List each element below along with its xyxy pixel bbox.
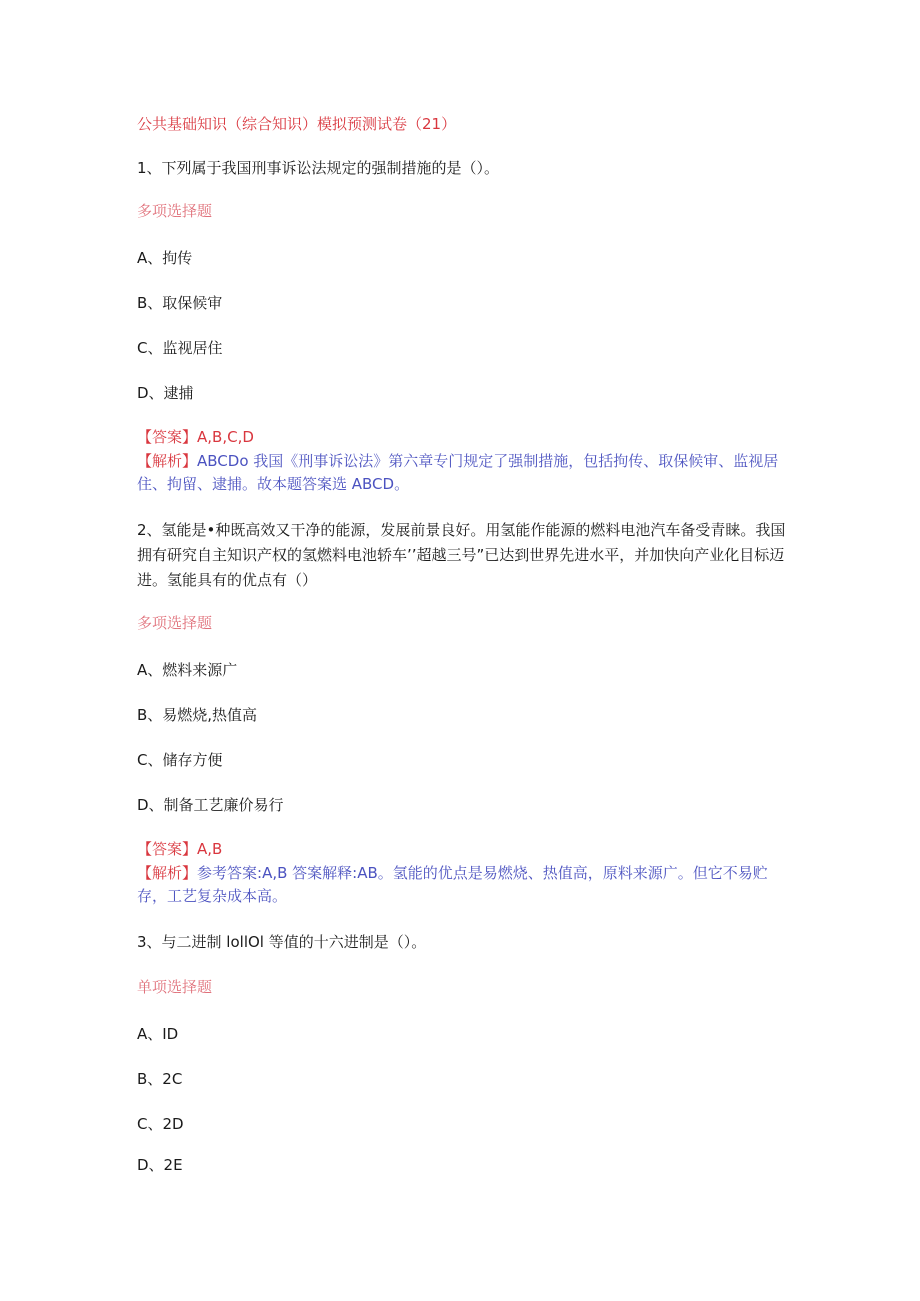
question-3-type: 单项选择题	[137, 978, 213, 996]
q3-option-d: D、2E	[137, 1156, 183, 1174]
question-2-text: 2、氢能是•种既高效又干净的能源，发展前景良好。用氢能作能源的燃料电池汽车备受青睐。我国拥有研究自主知识产权的氢燃料电池轿车’’超越三号”已达到世界先进水平，并加快向产业化目标迈进。氢能具有的优点有（）	[137, 521, 786, 589]
answer-value: A,B,C,D	[197, 428, 254, 446]
q3-option-a: A、ID	[137, 1025, 179, 1043]
q2-option-d: D、制备工艺廉价易行	[137, 796, 284, 814]
question-3-text: 3、与二进制 lollOl 等值的十六进制是（）。	[137, 933, 427, 951]
q1-answer	[137, 426, 254, 448]
q1-option-c: C、监视居住	[137, 339, 223, 357]
q3-option-c: C、2D	[137, 1115, 184, 1133]
explain-label: 【解析】	[137, 452, 198, 470]
q1-option-b: B、取保候审	[137, 294, 223, 312]
q3-option-b: B、2C	[137, 1070, 183, 1088]
q2-explanation	[137, 862, 787, 908]
q2-answer	[137, 838, 222, 860]
q1-explanation	[137, 450, 787, 496]
q1-option-d: D、逮捕	[137, 384, 194, 402]
q2-option-c: C、储存方便	[137, 751, 223, 769]
question-1-text: 1、下列属于我国刑事诉讼法规定的强制措施的是（）。	[137, 159, 500, 177]
question-1-type: 多项选择题	[137, 202, 213, 220]
q2-option-b: B、易燃烧,热值高	[137, 706, 258, 724]
answer-value: A,B	[197, 840, 223, 858]
explain-text: ABCDo 我国《刑事诉讼法》第六章专门规定了强制措施，包括拘传、取保候审、监视居住、拘留、逮捕。故本题答案选 ABCD。	[137, 452, 779, 493]
q2-option-a: A、燃料来源广	[137, 661, 238, 679]
page-title: 公共基础知识（综合知识）模拟预测试卷（21）	[137, 115, 457, 133]
explain-text: 参考答案:A,B 答案解释:AB。氢能的优点是易燃烧、热值高，原料来源广。但它不易贮存，工艺复杂成本高。	[137, 864, 768, 905]
answer-label: 【答案】	[137, 428, 198, 446]
answer-label: 【答案】	[137, 840, 198, 858]
q1-option-a: A、拘传	[137, 249, 193, 267]
explain-label: 【解析】	[137, 864, 198, 882]
question-2-type: 多项选择题	[137, 614, 213, 632]
